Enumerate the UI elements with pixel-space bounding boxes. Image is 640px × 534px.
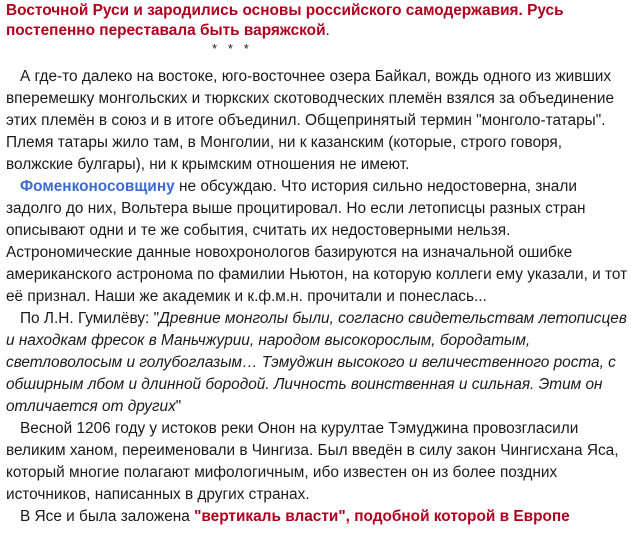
period: . <box>325 22 330 39</box>
paragraph-text: не обсуждаю. Что история сильно недостоверна, знали <box>174 178 577 195</box>
paragraph-line <box>6 396 181 418</box>
paragraph-line <box>6 88 614 110</box>
paragraph-line <box>6 198 586 220</box>
paragraph-text: задолго до них, Вольтера выше процитировал. Но если летописцы разных стран <box>6 200 586 217</box>
paragraph-line <box>6 110 605 132</box>
paragraph-text: описывают одни и те же события, считать их недостоверными нельзя. <box>6 222 511 239</box>
paragraph-line <box>6 330 530 352</box>
paragraph-line <box>6 132 562 154</box>
paragraph-line <box>6 352 616 374</box>
paragraph-text: волжские булгары), ни к крымским отношения не имеют. <box>6 156 410 173</box>
highlight-text: "вертикаль власти", подобной которой в Европе <box>194 508 570 525</box>
paragraph-line <box>6 242 572 264</box>
paragraph-text: Племя татары жило там, в Монголии, ни к казанским (которые, строго говоря, <box>6 134 563 151</box>
paragraph-line <box>20 308 627 330</box>
paragraph-line <box>20 506 570 528</box>
paragraph-text: её признал. Наши же академик и к.ф.м.н. прочитали и понеслась... <box>6 288 487 305</box>
paragraph-line <box>6 286 487 308</box>
paragraph-line <box>6 440 619 462</box>
paragraph-text: А где-то далеко на востоке, юго-восточнее озера Байкал, вождь одного из живших <box>20 68 612 85</box>
paragraph-line <box>20 176 577 198</box>
paragraph-line <box>6 20 330 42</box>
paragraph-line <box>6 484 310 506</box>
paragraph-text: американского астронома по фамилии Ньютон, на которую коллеги ему указали, и тот <box>6 266 628 283</box>
gumilev-quote: отличается от других <box>6 398 176 415</box>
paragraph-text: этих племён в союз и в итоге объединил. Общепринятый термин "монголо-татары". <box>6 112 606 129</box>
gumilev-quote: обширным лбом и длинной бородой. Личность воинственная и сильная. Этим он <box>6 376 603 393</box>
paragraph-line <box>6 462 557 484</box>
gumilev-quote: Древние монголы были, согласно свидетельствам летописцев <box>159 310 627 327</box>
paragraph-text: В Ясе и была заложена <box>20 508 195 525</box>
paragraph-text: который многие полагают мифологичным, ибо известен он из более поздних <box>6 464 558 481</box>
section-separator <box>212 40 249 62</box>
paragraph-text: По Л.Н. Гумилёву: " <box>20 310 160 327</box>
paragraph-line <box>6 0 564 22</box>
paragraph-line <box>6 374 603 396</box>
highlight-text: Восточной Руси и зародились основы российского самодержавия. Русь <box>6 2 564 19</box>
quote-mark: " <box>175 398 182 415</box>
paragraph-text: вперемешку монгольских и тюркских скотоводческих племён взялся за объединение <box>6 90 615 107</box>
paragraph-text: источников, написанных в других странах. <box>6 486 310 503</box>
paragraph-line <box>20 66 611 88</box>
paragraph-text: Весной 1206 году у истоков реки Онон на курултае Тэмуджина провозгласили <box>20 420 579 437</box>
paragraph-line <box>20 418 578 440</box>
paragraph-text: великим ханом, переименовали в Чингиза. Был введён в силу закон Чингисхана Яса, <box>6 442 619 459</box>
paragraph-line <box>6 220 510 242</box>
paragraph-text: Астрономические данные новохронологов базируются на изначальной ошибке <box>6 244 573 261</box>
gumilev-quote: светловолосым и голубоглазым… Тэмуджин высокого и величественного роста, с <box>6 354 616 371</box>
paragraph-line <box>6 264 627 286</box>
paragraph-line <box>6 154 409 176</box>
fomenko-link[interactable]: Фоменконосовщину <box>20 178 175 195</box>
highlight-text: постепенно переставала быть варяжской <box>6 22 326 39</box>
gumilev-quote: и находкам фресок в Маньчжурии, народом высокорослым, бородатым, <box>6 332 531 349</box>
asterisk-separator: * * * <box>212 41 249 56</box>
